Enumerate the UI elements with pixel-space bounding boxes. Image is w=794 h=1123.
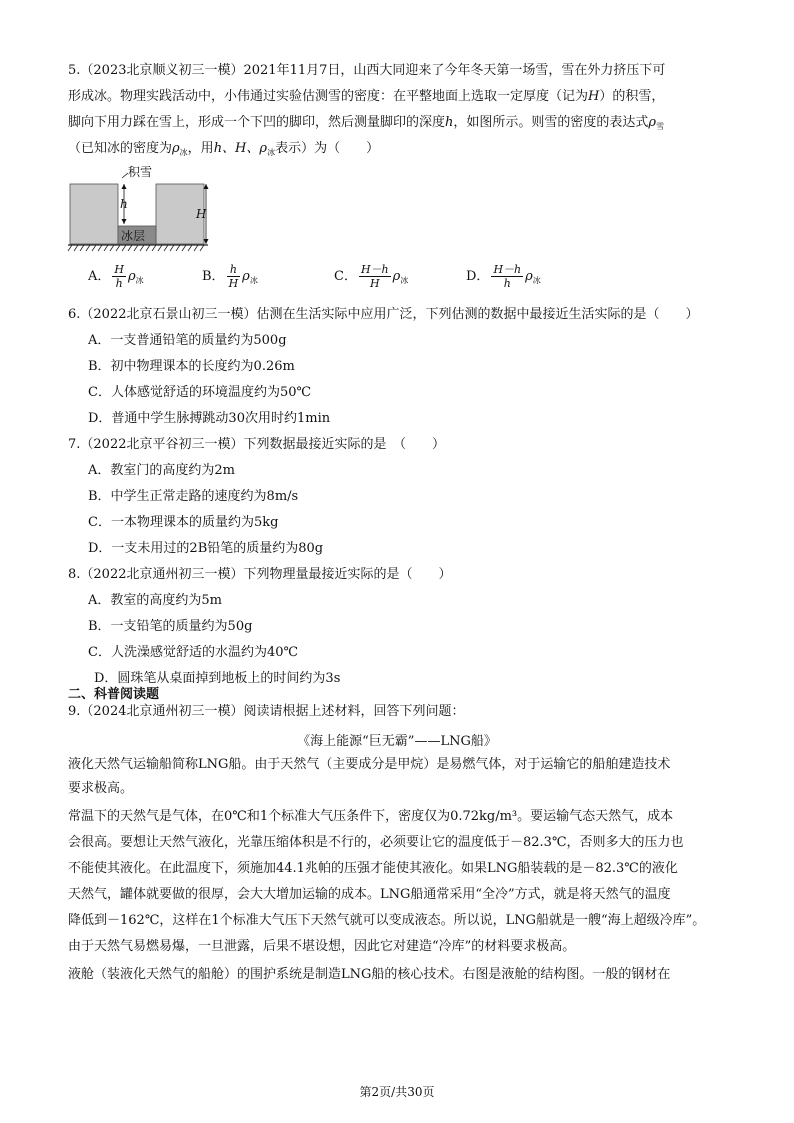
q7-option-a: A．教室门的高度约为2m [88, 463, 235, 478]
q8-option-b: B．一支铅笔的质量约为50g [88, 619, 253, 634]
q6-option-c: C．人体感觉舒适的环境温度约为50℃ [88, 385, 312, 400]
article-title: 《海上能源“巨无霸”——LNG船》 [297, 734, 497, 749]
q7-option-b: B．中学生正常走路的速度约为8m/s [88, 489, 299, 504]
article-line-8: 由于天然气易燃易爆，一旦泄露，后果不堪设想，因此它对建造“冷库”的材料要求极高。 [68, 939, 576, 954]
h-label: h [120, 197, 128, 211]
q7-option-d: D．一支未用过的2B铅笔的质量约为80g [88, 541, 324, 556]
article-line-6: 天然气，罐体就要做的很厚，会大大增加运输的成本。LNG船通常采用“全冷”方式，就是将天然气的温度 [68, 887, 671, 902]
article-line-7: 降低到－162℃，这样在1个标准大气压下天然气就可以变成液态。所以说，LNG船就是一艘“海上超级冷库”。 [68, 913, 706, 928]
q7-stem: 7.（2022北京平谷初三一模）下列数据最接近实际的是 （ ） [68, 437, 445, 452]
q6-option-b: B．初中物理课本的长度约为0.26m [88, 359, 295, 374]
article-line-3: 常温下的天然气是气体，在0℃和1个标准大气压条件下，密度仅为0.72kg/m³。要运输气态天然气，成本 [68, 809, 674, 824]
H-label: H [196, 207, 207, 221]
q8-option-a: A．教室的高度约为5m [88, 593, 222, 608]
q8-option-d: D．圆珠笔从桌面掉到地板上的时间约为3s [94, 671, 341, 686]
q6-option-a: A．一支普通铅笔的质量约为500g [88, 333, 287, 348]
ice-label: 冰层 [121, 229, 146, 243]
q8-stem: 8.（2022北京通州初三一模）下列物理量最接近实际的是（ ） [68, 567, 452, 582]
article-line-9: 液舱（装液化天然气的船舱）的围护系统是制造LNG船的核心技术。右图是液舱的结构图。一般的钢材在 [68, 967, 671, 982]
page-footer: 第2页/共30页 [359, 1085, 435, 1099]
article-line-2: 要求极高。 [68, 781, 134, 796]
q5-line-1: 5.（2023北京顺义初三一模）2021年11月7日，山西大同迎来了今年冬天第一场雪，雪在外力挤压下可 [68, 63, 666, 78]
q5-option-c: C． $\frac{H-h}{H}$ $\rho_冰$ [334, 263, 409, 290]
article-line-1: 液化天然气运输船简称LNG船。由于天然气（主要成分是甲烷）是易燃气体，对于运输它的船舶建造技术 [68, 757, 671, 772]
q9-stem: 9.（2024北京通州初三一模）阅读请根据上述材料，回答下列问题： [68, 704, 465, 719]
snow-label: 积雪 [128, 165, 153, 179]
q5-option-b: B． $\frac{h}{H}$ $\rho_冰$ [202, 263, 258, 290]
q5-line-3: 脚向下用力踩在雪上，形成一个下凹的脚印，然后测量脚印的深度h，如图所示。则雪的密度的表达式$\rho_雪$ [68, 115, 665, 131]
q5-line-2: 形成冰。物理实践活动中，小伟通过实验估测雪的密度：在平整地面上选取一定厚度（记为H）的积雪， [68, 89, 665, 104]
snow-footprint-figure [66, 164, 216, 254]
article-line-5: 不能使其液化。在此温度下，须施加44.1兆帕的压强才能使其液化。如果LNG船装载的是－82.3℃的液化 [68, 861, 678, 876]
q5-option-a: A． $\frac{H}{h}$ $\rho_冰$ [88, 263, 144, 290]
q6-stem: 6.（2022北京石景山初三一模）估测在生活实际中应用广泛，下列估测的数据中最接近生活实际的是（ ） [68, 307, 699, 322]
q6-option-d: D．普通中学生脉搏跳动30次用时约1min [88, 411, 331, 426]
section-heading: 二、科普阅读题 [68, 687, 160, 702]
q8-option-c: C．人洗澡感觉舒适的水温约为40℃ [88, 645, 299, 660]
q5-line-4: （已知冰的密度为$\rho_冰$，用h、H、$\rho_冰$表示）为（ ） [68, 141, 380, 157]
q5-option-d: D． $\frac{H-h}{h}$ $\rho_冰$ [466, 263, 541, 290]
article-line-4: 会很高。要想让天然气液化，光靠压缩体积是不行的，必须要让它的温度低于－82.3℃，否则多大的压力也 [68, 835, 684, 850]
q7-option-c: C．一本物理课本的质量约为5kg [88, 515, 279, 530]
